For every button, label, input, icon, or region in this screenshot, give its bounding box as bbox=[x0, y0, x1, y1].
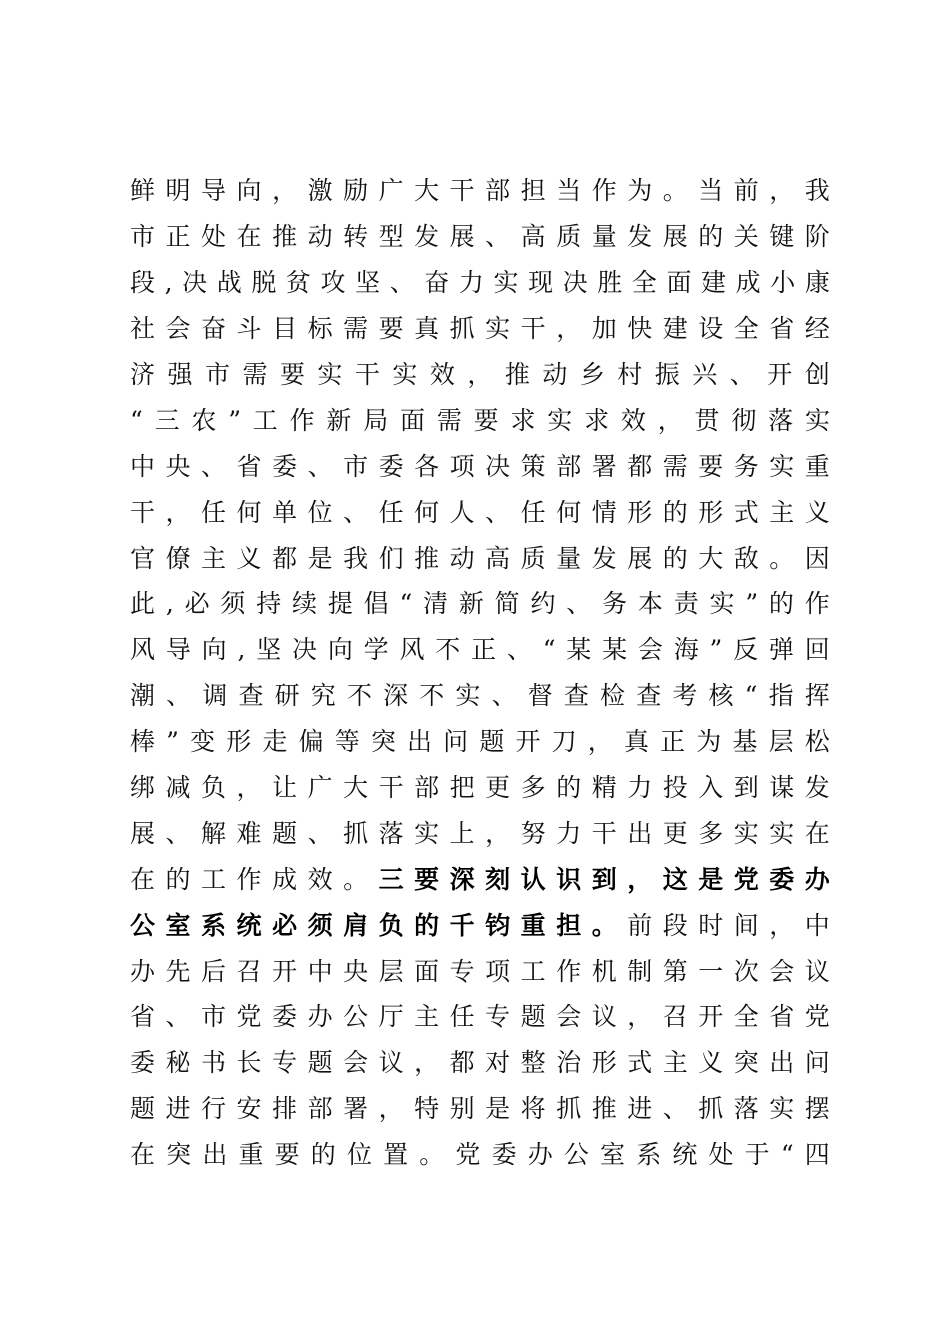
text-line: 官 僚 主 义 都 是 我 们 推 动 高 质 量 发 展 的 大 敌 。 因 bbox=[130, 543, 830, 573]
body-paragraph bbox=[130, 168, 830, 1178]
text-line: 干 ， 任 何 单 位 、 任 何 人 、 任 何 情 形 的 形 式 主 义 bbox=[130, 497, 830, 527]
text-line: 此 , 必 须 持 续 提 倡 “ 清 新 简 约 、 务 本 责 实 ” 的 作 bbox=[130, 589, 830, 619]
text-line: 公 室 系 统 必 须 肩 负 的 千 钧 重 担 。 前 段 时 间 ， 中 bbox=[130, 910, 830, 940]
text-line: 绑 减 负 ， 让 广 大 干 部 把 更 多 的 精 力 投 入 到 谋 发 bbox=[130, 773, 830, 803]
text-line: 省 、 市 党 委 办 公 厅 主 任 专 题 会 议 ， 召 开 全 省 党 bbox=[130, 1002, 830, 1032]
text-line: 中 央 、 省 委 、 市 委 各 项 决 策 部 署 都 需 要 务 实 重 bbox=[130, 451, 830, 481]
text-line: 委 秘 书 长 专 题 会 议 ， 都 对 整 治 形 式 主 义 突 出 问 bbox=[130, 1048, 830, 1078]
text-line: 社 会 奋 斗 目 标 需 要 真 抓 实 干 ， 加 快 建 设 全 省 经 bbox=[130, 314, 830, 344]
text-line: 风 导 向 , 坚 决 向 学 风 不 正 、 “ 某 某 会 海 ” 反 弹 回 bbox=[130, 635, 830, 665]
text-line: 题 进 行 安 排 部 署 ， 特 别 是 将 抓 推 进 、 抓 落 实 摆 bbox=[130, 1094, 830, 1124]
text-line: 展 、 解 难 题 、 抓 落 实 上 ， 努 力 干 出 更 多 实 实 在 bbox=[130, 818, 830, 848]
text-line: 在 突 出 重 要 的 位 置 。 党 委 办 公 室 系 统 处 于 “ 四 bbox=[130, 1140, 830, 1170]
text-line: 办 先 后 召 开 中 央 层 面 专 项 工 作 机 制 第 一 次 会 议 bbox=[130, 956, 830, 986]
text-line: “ 三 农 ” 工 作 新 局 面 需 要 求 实 求 效 ， 贯 彻 落 实 bbox=[130, 405, 830, 435]
text-line: 潮 、 调 查 研 究 不 深 不 实 、 督 查 检 查 考 核 “ 指 挥 bbox=[130, 681, 830, 711]
text-line: 鲜 明 导 向 ， 激 励 广 大 干 部 担 当 作 为 。 当 前 ， 我 bbox=[130, 176, 830, 206]
text-line: 市 正 处 在 推 动 转 型 发 展 、 高 质 量 发 展 的 关 键 阶 bbox=[130, 222, 830, 252]
text-line: 棒 ” 变 形 走 偏 等 突 出 问 题 开 刀 ， 真 正 为 基 层 松 bbox=[130, 727, 830, 757]
text-line: 济 强 市 需 要 实 干 实 效 ， 推 动 乡 村 振 兴 、 开 创 bbox=[130, 360, 830, 389]
text-line: 在 的 工 作 成 效 。 三 要 深 刻 认 识 到 ， 这 是 党 委 办 bbox=[130, 864, 830, 894]
text-line: 段 , 决 战 脱 贫 攻 坚 、 奋 力 实 现 决 胜 全 面 建 成 小 康 bbox=[130, 268, 830, 298]
